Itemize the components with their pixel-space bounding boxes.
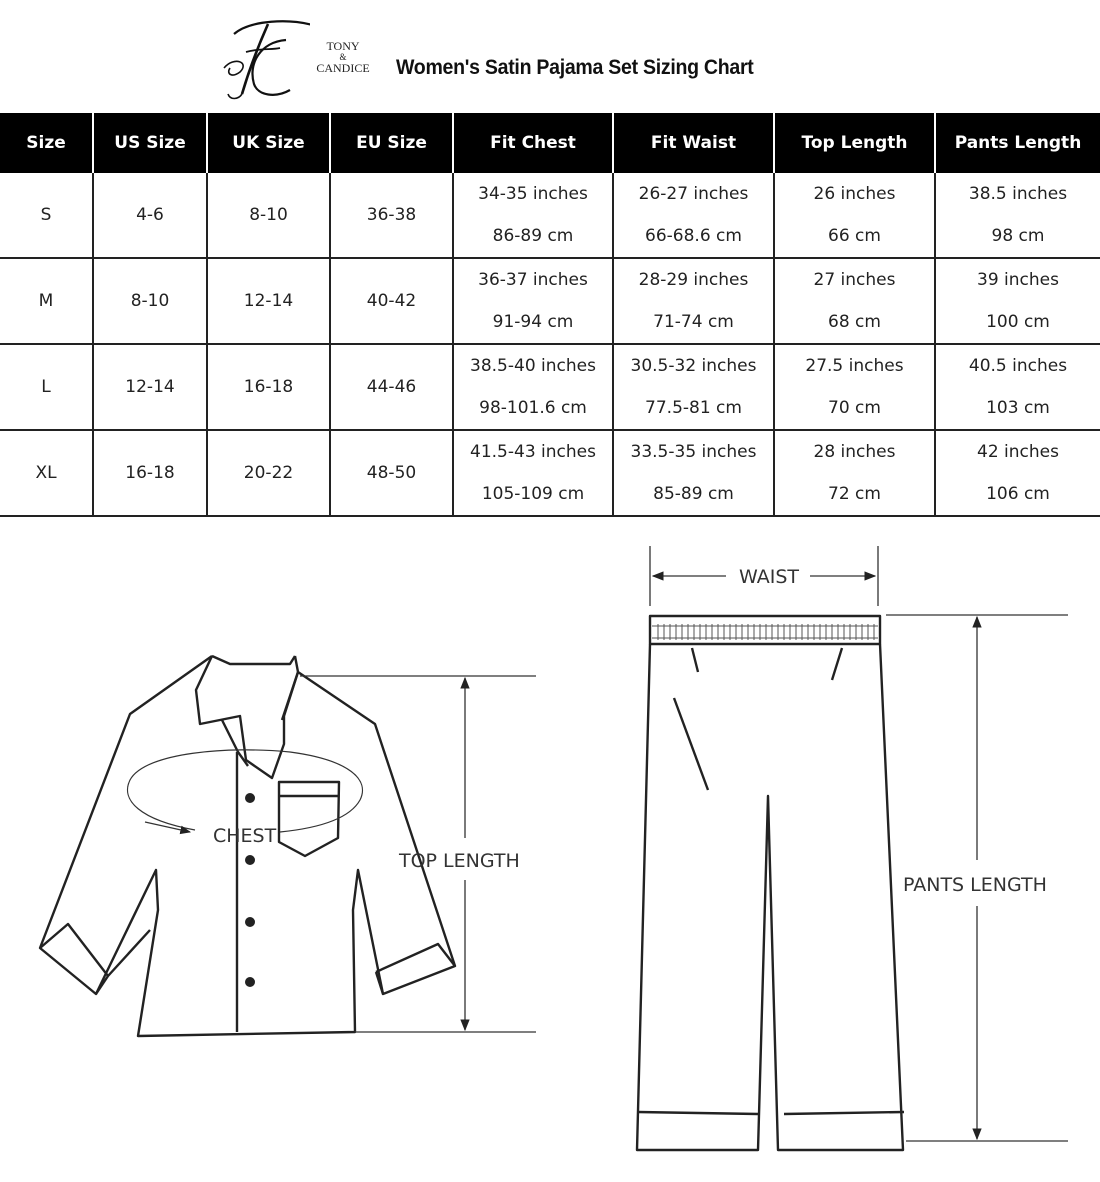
brand-line1: TONY [326, 39, 360, 53]
pants-cm: 100 cm [986, 312, 1050, 332]
pants-cm: 106 cm [986, 484, 1050, 504]
cell-pants-length [935, 258, 1100, 344]
cell-us-size: 16-18 [93, 430, 207, 516]
cell-fit-chest [453, 173, 613, 258]
pants-inches: 40.5 inches [968, 356, 1068, 376]
cell-fit-chest [453, 258, 613, 344]
waist-measure [650, 546, 878, 606]
header-fit-chest: Fit Chest [453, 113, 613, 173]
top-inches: 27.5 inches [805, 356, 904, 376]
waist-cm: 71-74 cm [653, 312, 734, 332]
cell-eu-size: 36-38 [330, 173, 453, 258]
pants-inches: 42 inches [977, 442, 1059, 462]
header [0, 0, 1100, 112]
top-cm: 68 cm [828, 312, 881, 332]
cell-fit-chest [453, 430, 613, 516]
brand-name [308, 40, 378, 75]
header-eu-size: EU Size [330, 113, 453, 173]
chest-measure [128, 750, 363, 847]
pants-length-measure [886, 615, 1068, 1141]
button-icon [245, 855, 255, 865]
top-inches: 27 inches [813, 270, 896, 290]
waistband-ribbing [652, 624, 878, 640]
cell-fit-waist [613, 173, 774, 258]
chest-cm: 86-89 cm [492, 226, 574, 246]
cell-pants-length [935, 430, 1100, 516]
cell-top-length [774, 430, 935, 516]
page-title: Women's Satin Pajama Set Sizing Chart [396, 56, 754, 79]
waist-inches: 33.5-35 inches [630, 442, 757, 462]
pants-cm: 103 cm [986, 398, 1050, 418]
header-size: Size [0, 113, 93, 173]
chest-cm: 98-101.6 cm [479, 398, 587, 418]
pants-length-label: PANTS LENGTH [903, 874, 1047, 896]
header-us-size: US Size [93, 113, 207, 173]
cell-top-length [774, 344, 935, 430]
waist-inches: 30.5-32 inches [630, 356, 757, 376]
button-icon [245, 977, 255, 987]
cell-fit-waist [613, 258, 774, 344]
shirt-illustration [40, 656, 455, 1036]
cell-size: M [0, 258, 93, 344]
waist-inches: 26-27 inches [638, 184, 749, 204]
cell-pants-length [935, 344, 1100, 430]
cell-size: L [0, 344, 93, 430]
shirt-buttons [245, 793, 255, 987]
cell-fit-chest [453, 344, 613, 430]
table-row [0, 430, 1100, 516]
cell-fit-waist [613, 344, 774, 430]
top-length-measure [300, 676, 536, 1032]
button-icon [245, 917, 255, 927]
header-pants-length: Pants Length [935, 113, 1100, 173]
header-uk-size: UK Size [207, 113, 330, 173]
pants-inches: 39 inches [977, 270, 1059, 290]
top-inches: 28 inches [813, 442, 896, 462]
cell-size: XL [0, 430, 93, 516]
table-header-row [0, 113, 1100, 173]
chest-inches: 41.5-43 inches [470, 442, 596, 462]
top-cm: 72 cm [828, 484, 881, 504]
table-row [0, 344, 1100, 430]
cell-uk-size: 8-10 [207, 173, 330, 258]
cell-eu-size: 44-46 [330, 344, 453, 430]
top-length-label: TOP LENGTH [399, 850, 520, 872]
cell-uk-size: 20-22 [207, 430, 330, 516]
size-chart-table [0, 113, 1100, 517]
chest-inches: 36-37 inches [478, 270, 588, 290]
brand-ampersand: & [339, 52, 347, 62]
waist-inches: 28-29 inches [638, 270, 749, 290]
cell-top-length [774, 258, 935, 344]
monogram-icon [220, 12, 310, 104]
header-fit-waist: Fit Waist [613, 113, 774, 173]
waist-cm: 66-68.6 cm [645, 226, 742, 246]
cell-uk-size: 16-18 [207, 344, 330, 430]
top-cm: 66 cm [828, 226, 881, 246]
table-row [0, 173, 1100, 258]
cell-us-size: 12-14 [93, 344, 207, 430]
waist-cm: 77.5-81 cm [645, 398, 742, 418]
pants-cm: 98 cm [991, 226, 1045, 246]
waist-cm: 85-89 cm [653, 484, 734, 504]
brand-line2: CANDICE [316, 61, 370, 75]
header-top-length: Top Length [774, 113, 935, 173]
chest-cm: 91-94 cm [492, 312, 574, 332]
brand-logo [220, 12, 380, 104]
button-icon [245, 793, 255, 803]
chest-inches: 34-35 inches [478, 184, 588, 204]
waist-label: WAIST [739, 566, 800, 588]
cell-fit-waist [613, 430, 774, 516]
pants-illustration [637, 616, 904, 1150]
cell-us-size: 8-10 [93, 258, 207, 344]
pants-inches: 38.5 inches [968, 184, 1068, 204]
cell-size: S [0, 173, 93, 258]
cell-eu-size: 40-42 [330, 258, 453, 344]
cell-top-length [774, 173, 935, 258]
chest-cm: 105-109 cm [481, 484, 585, 504]
chest-label: CHEST [213, 825, 277, 847]
cell-uk-size: 12-14 [207, 258, 330, 344]
cell-eu-size: 48-50 [330, 430, 453, 516]
cell-pants-length [935, 173, 1100, 258]
table-row [0, 258, 1100, 344]
top-inches: 26 inches [813, 184, 896, 204]
chest-inches: 38.5-40 inches [470, 356, 596, 376]
cell-us-size: 4-6 [93, 173, 207, 258]
top-cm: 70 cm [828, 398, 881, 418]
